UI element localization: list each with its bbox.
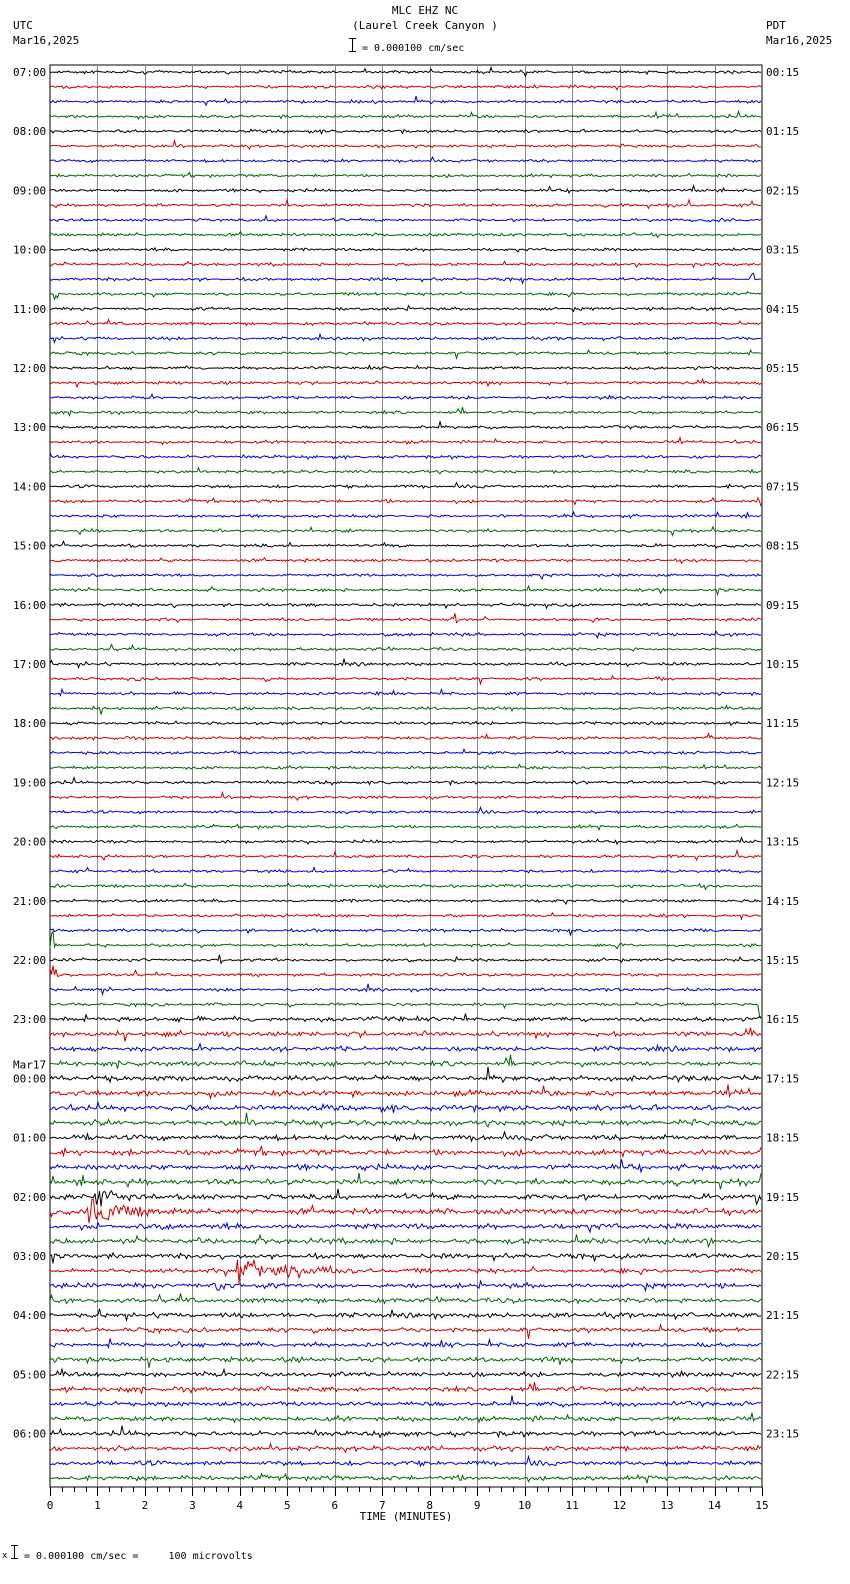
right-time-label: 09:15 [766,598,800,612]
seismogram-trace [50,129,761,134]
left-time-label: 06:00 [13,1427,47,1441]
right-time-label: 21:15 [766,1309,800,1323]
seismogram-trace [50,764,761,769]
seismogram-trace [50,1173,761,1190]
right-time-label: 11:15 [766,717,800,731]
seismogram-trace [50,1474,761,1484]
right-time-label: 22:15 [766,1368,800,1382]
left-time-label: 14:00 [13,480,47,494]
seismogram-trace [50,365,761,370]
left-time-label: 05:00 [13,1368,47,1382]
seismogram-trace [50,232,761,238]
right-time-label: 20:15 [766,1250,800,1263]
seismogram-trace [50,157,761,162]
seismogram-trace [50,1002,761,1017]
left-time-label: 10:00 [13,243,47,257]
left-time-label: 16:00 [13,598,47,612]
seismogram-trace [50,527,761,536]
x-tick-label: 0 [46,1499,54,1512]
left-time-label: 09:00 [13,184,47,198]
x-tick-label: 3 [189,1499,196,1512]
seismogram-trace [50,1426,761,1438]
seismogram-trace [50,1382,761,1394]
seismogram-trace [50,838,761,844]
seismogram-trace [50,438,761,445]
seismogram-trace [50,586,761,595]
seismogram-trace [50,631,761,638]
seismogram-trace [50,85,761,90]
x-tick-label: 12 [612,1499,627,1512]
seismogram-trace [50,824,761,830]
left-time-label: 19:00 [13,776,47,790]
seismogram-trace [50,248,761,252]
seismogram-trace [50,468,761,474]
x-tick-label: 15 [755,1499,769,1512]
seismogram-trace [50,1339,761,1348]
x-tick-label: 11 [565,1499,579,1512]
x-axis-label: TIME (MINUTES) [359,1510,453,1523]
left-time-label: 07:00 [13,66,47,79]
seismogram-trace [50,1132,761,1141]
right-timezone: PDT [766,19,786,32]
seismogram-trace [50,1084,761,1098]
seismogram-trace [50,867,761,873]
seismogram-trace [50,778,761,785]
left-time-label: 21:00 [13,894,47,908]
seismogram-trace [50,1260,761,1284]
seismogram-trace [50,1235,761,1247]
x-tick-label: 6 [331,1499,339,1512]
seismogram-trace [50,320,761,326]
left-time-label: 00:00 [13,1072,47,1086]
left-time-label: 18:00 [13,717,47,731]
station-location: (Laurel Creek Canyon ) [352,19,498,32]
scale-label: = 0.000100 cm/sec [362,43,465,54]
footer-scale-prefix: x [2,1551,8,1561]
right-time-label: 15:15 [766,954,800,967]
seismogram-trace [50,172,761,177]
seismogram-trace [50,1281,761,1291]
right-time-label: 03:15 [766,243,800,257]
footer-scale-label: = 0.000100 cm/sec = 100 microvolts [24,1551,253,1562]
left-time-label: 12:00 [13,362,47,375]
seismogram-trace [50,984,761,995]
footer-scale-bar-icon [14,1545,15,1559]
seismogram-trace [50,899,761,904]
seismogram-trace [50,379,761,387]
right-time-label: 23:15 [766,1427,800,1441]
seismogram-trace [50,574,761,579]
seismogram-trace [50,261,761,267]
seismogram-trace [50,512,761,518]
seismogram-trace [50,1223,761,1232]
seismogram-trace [50,1309,761,1321]
right-time-label: 17:15 [766,1072,800,1086]
right-time-label: 08:15 [766,539,800,553]
x-tick-label: 1 [94,1499,101,1512]
seismogram-trace [50,306,761,312]
seismogram-trace [50,452,761,459]
seismogram-trace [50,1253,761,1263]
x-tick-label: 5 [284,1499,291,1512]
seismogram-trace [50,850,761,860]
left-time-label: 02:00 [13,1190,47,1204]
seismogram-trace [50,955,761,963]
x-tick-label: 2 [141,1499,149,1512]
right-time-label: 01:15 [766,125,800,139]
seismogram-trace [50,394,761,399]
seismogram-trace [50,200,761,208]
seismogram-trace [50,1146,761,1157]
seismogram-trace [50,966,761,977]
seismogram-trace [50,883,761,889]
left-time-label: 08:00 [13,125,47,139]
seismogram-trace [50,498,761,506]
left-time-label: 15:00 [13,539,47,553]
seismogram-trace [50,1028,761,1042]
seismogram-trace [50,141,761,149]
seismogram-trace [50,334,761,342]
left-time-label: 17:00 [13,658,47,671]
seismogram-trace [50,733,761,740]
left-time-label: 04:00 [13,1309,47,1323]
right-time-label: 00:15 [766,66,800,79]
seismogram-trace [50,721,761,725]
x-tick-label: 8 [426,1499,434,1512]
seismogram-trace [50,676,761,684]
seismogram-trace [50,793,761,801]
seismogram-trace [50,1159,761,1172]
right-time-label: 06:15 [766,421,800,435]
left-time-label: 01:00 [13,1131,47,1145]
seismogram-trace [50,541,761,548]
seismogram-trace [50,350,761,358]
seismogram-trace [50,1014,761,1022]
x-tick-label: 7 [378,1499,386,1512]
seismogram-trace [50,1357,761,1368]
seismogram-trace [50,706,761,715]
seismogram-trace [50,292,761,300]
seismogram-trace [50,1199,761,1223]
left-time-label: 11:00 [13,302,47,316]
station-title: MLC EHZ NC [391,4,459,17]
seismogram-trace [50,1325,761,1339]
right-time-label: 13:15 [766,835,800,849]
x-tick-label: 10 [518,1499,532,1512]
seismogram-trace [50,1113,761,1128]
x-tick-label: 14 [707,1499,722,1512]
left-time-label: 22:00 [13,954,47,967]
seismogram-trace [50,111,761,119]
seismogram-trace [50,931,761,948]
seismogram-trace [50,659,761,668]
right-time-label: 16:15 [766,1013,800,1027]
seismogram-trace [50,1044,761,1052]
left-time-label: 13:00 [13,421,47,435]
right-time-label: 18:15 [766,1131,800,1145]
right-time-label: 12:15 [766,776,800,790]
seismogram-trace [50,645,761,652]
seismogram-trace [50,689,761,695]
seismogram-trace [50,1413,761,1423]
seismogram-trace [50,216,761,222]
seismogram-trace [50,483,761,488]
seismogram-trace [50,407,761,415]
seismogram-trace [50,186,761,193]
x-tick-label: 9 [473,1499,481,1512]
right-time-label: 04:15 [766,302,800,316]
left-date-label: Mar17 [13,1058,47,1072]
left-time-label: 23:00 [13,1013,47,1027]
seismogram-trace [50,1293,761,1303]
seismogram-trace [50,928,761,935]
right-time-label: 19:15 [766,1190,800,1204]
left-date: Mar16,2025 [13,34,80,47]
left-time-label: 20:00 [13,835,47,849]
right-date: Mar16,2025 [766,34,833,47]
seismogram-trace [50,1444,761,1452]
seismogram-trace [50,421,761,429]
seismogram-trace [50,913,761,919]
seismogram-trace [50,749,761,754]
seismogram-trace [50,1103,761,1113]
seismogram-trace [50,613,761,622]
right-time-label: 14:15 [766,894,800,908]
x-tick-label: 4 [236,1499,244,1512]
seismogram-trace [50,807,761,813]
seismogram-trace [50,1067,761,1082]
right-time-label: 10:15 [766,658,800,671]
seismogram-trace [50,603,761,608]
seismogram-trace [50,558,761,564]
right-time-label: 07:15 [766,480,800,494]
seismogram-trace [50,273,761,283]
seismogram-trace [50,1457,761,1467]
left-time-label: 03:00 [13,1250,47,1263]
seismogram-trace [50,1055,761,1069]
seismogram-trace [50,1396,761,1407]
x-tick-label: 13 [660,1499,674,1512]
right-time-label: 05:15 [766,362,800,375]
seismogram-trace [50,96,761,105]
left-timezone: UTC [13,19,33,32]
seismogram-trace [50,68,761,77]
seismogram-trace [50,1369,761,1377]
right-time-label: 02:15 [766,184,800,198]
seismogram-trace [50,1189,761,1207]
